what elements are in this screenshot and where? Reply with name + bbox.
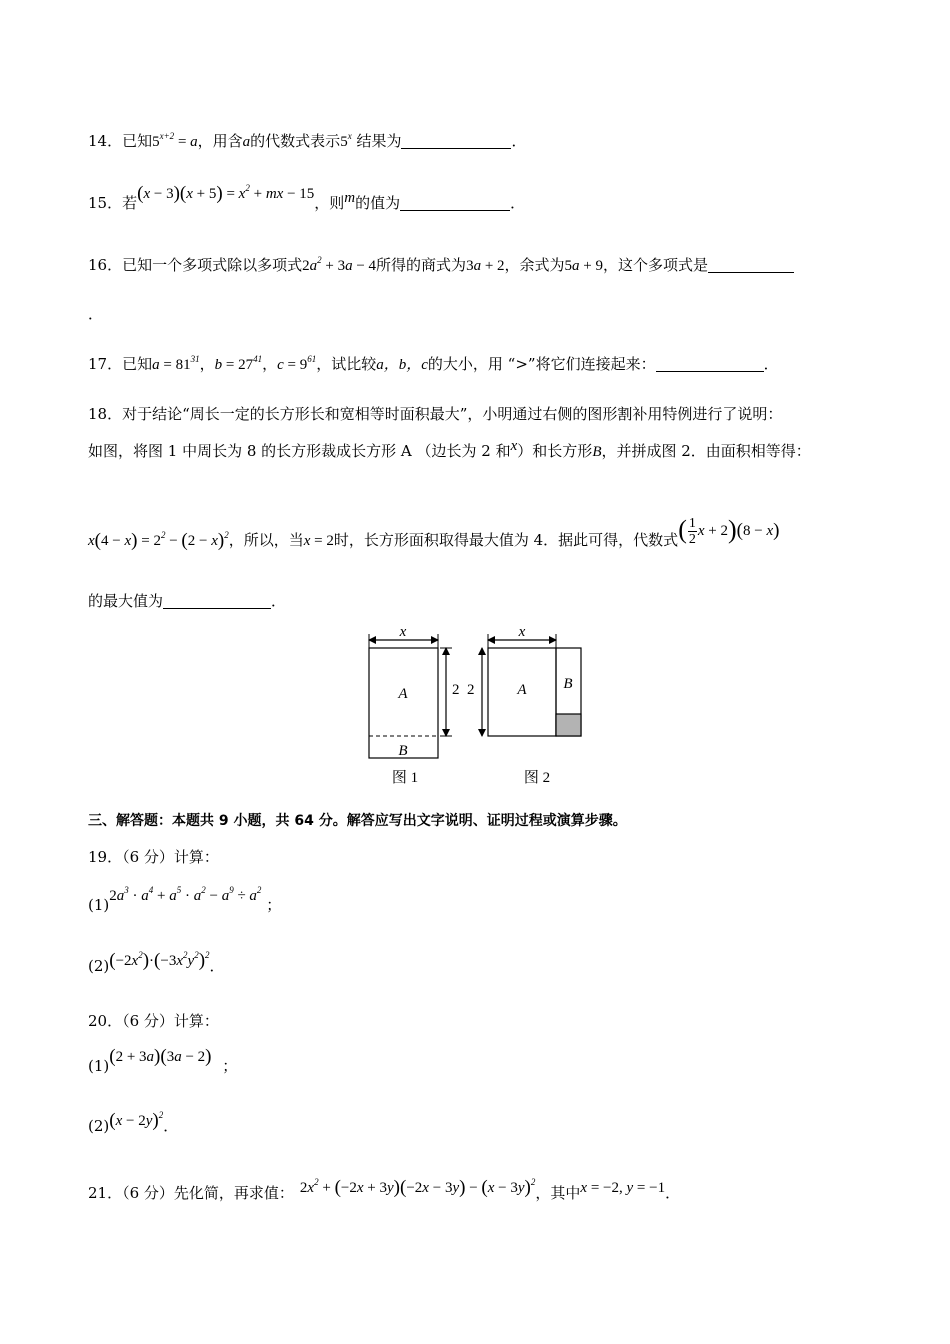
question-18-line4: 的最大值为 ． bbox=[88, 592, 287, 610]
question-19-part-2: $(2)(-2x^2)\cdot(-3x^2y^2)^2$． bbox=[88, 950, 225, 975]
fig2-width-label: x bbox=[518, 624, 526, 640]
question-19: 19．（6 分）计算： bbox=[88, 848, 219, 866]
fig1-label-b: B bbox=[398, 743, 408, 759]
question-16-end: ． bbox=[88, 305, 104, 323]
question-20: 20．（6 分）计算： bbox=[88, 1012, 219, 1030]
fig1-width-label: x bbox=[399, 624, 407, 640]
math-expression: $2x^2 + (-2x + 3y)(-2x - 3y) - (x - 3y)^2$ bbox=[299, 1177, 536, 1198]
fig2-height-label: 2 bbox=[467, 682, 475, 698]
question-17: 17．已知$a = 81^{31}$，$b = 27^{41}$，$c = 9^{61}$，试比较a，b，c的大小，用 “>”将它们连接起来： ． bbox=[88, 354, 779, 373]
question-14: 14．已知$5^{x+2} = a$，用含a的代数式表示5$^x$ 结果为 ． bbox=[88, 131, 527, 150]
answer-blank[interactable] bbox=[400, 194, 510, 211]
question-20-part-1: (1)(2 + 3a)(3a − 2) ； bbox=[88, 1046, 238, 1075]
question-16: 16．已知一个多项式除以多项式$2a^2 + 3a - 4$所得的商式为3a + 2，余式为5a + 9，这个多项式是 bbox=[88, 254, 794, 277]
question-21: 21．（6 分）先化简，再求值： $2x^2 + (-2x + 3y)(-2x - 3y) - (x - 3y)^2$，其中x = −2, y = −1． bbox=[88, 1177, 681, 1202]
math-expression: $2a^3 \cdot a^4 + a^5 \cdot a^2 - a^9 \div a^2$ bbox=[109, 885, 262, 904]
fig1-rectangle bbox=[369, 648, 438, 758]
math-expression: $(-2x^2)\cdot(-3x^2y^2)^2$ bbox=[109, 950, 210, 971]
question-18-line2: 如图，将图 1 中周长为 8 的长方形裁成长方形 A （边长为 2 和x）和长方形B，并拼成图 2．由面积相等得： bbox=[88, 438, 811, 460]
fig2-label-a: A bbox=[517, 682, 527, 698]
answer-blank[interactable] bbox=[708, 256, 794, 273]
question-15: 15．若$(x - 3)(x + 5) = x^2$ + mx − 15，则m的值为 ． bbox=[88, 183, 526, 212]
math-expression: $a = 81^{31}$ bbox=[152, 354, 200, 373]
question-18: 18．对于结论“周长一定的长方形长和宽相等时面积最大”，小明通过右侧的图形割补用特例进行了说明： bbox=[88, 405, 783, 423]
math-expression: $5^{x+2} = a$ bbox=[152, 131, 198, 150]
fig1-height-label: 2 bbox=[452, 682, 460, 698]
fig2-caption: 图 2 bbox=[523, 770, 551, 786]
math-expression: ( $\frac{1}{2}$ x + 2)(8 − x) bbox=[678, 514, 780, 547]
answer-blank[interactable] bbox=[163, 592, 271, 609]
fig2-shaded-square bbox=[556, 714, 581, 736]
question-18-line3: $x(4 - x) = 2^2 - (2 - x)^2$，所以，当x = 2时，长方形面积取得最大值为 4．据此可得，代数式( $\frac{1}{2}$ x + 2)(8 − x) bbox=[88, 514, 780, 551]
fig1-caption: 图 1 bbox=[391, 770, 419, 786]
question-20-part-2: $(2)(x - 2y)^2$． bbox=[88, 1110, 179, 1135]
math-expression: $x(4 - x) = 2^2 - (2 - x)^2$ bbox=[88, 529, 229, 551]
rectangle-figure bbox=[360, 622, 600, 790]
math-expression: $(x - 2y)^2$ bbox=[109, 1110, 164, 1131]
math-expression: (2 + 3a)(3a − 2) bbox=[109, 1046, 212, 1067]
section-3-heading: 三、解答题：本题共 9 小题，共 64 分。解答应写出文字说明、证明过程或演算步骤。 bbox=[88, 813, 627, 829]
math-expression: $(x - 3)(x + 5) = x^2$ + mx − 15 bbox=[137, 183, 315, 204]
math-expression: $2a^2 + 3a - 4$ bbox=[302, 255, 377, 274]
fig1-label-a: A bbox=[398, 686, 408, 702]
question-19-part-1: $(1)2a^3 \cdot a^4 + a^5 \cdot a^2 - a^9 \div a^2$ ； bbox=[88, 885, 282, 914]
fig2-label-b: B bbox=[563, 676, 573, 692]
answer-blank[interactable] bbox=[401, 132, 511, 149]
answer-blank[interactable] bbox=[656, 355, 764, 372]
